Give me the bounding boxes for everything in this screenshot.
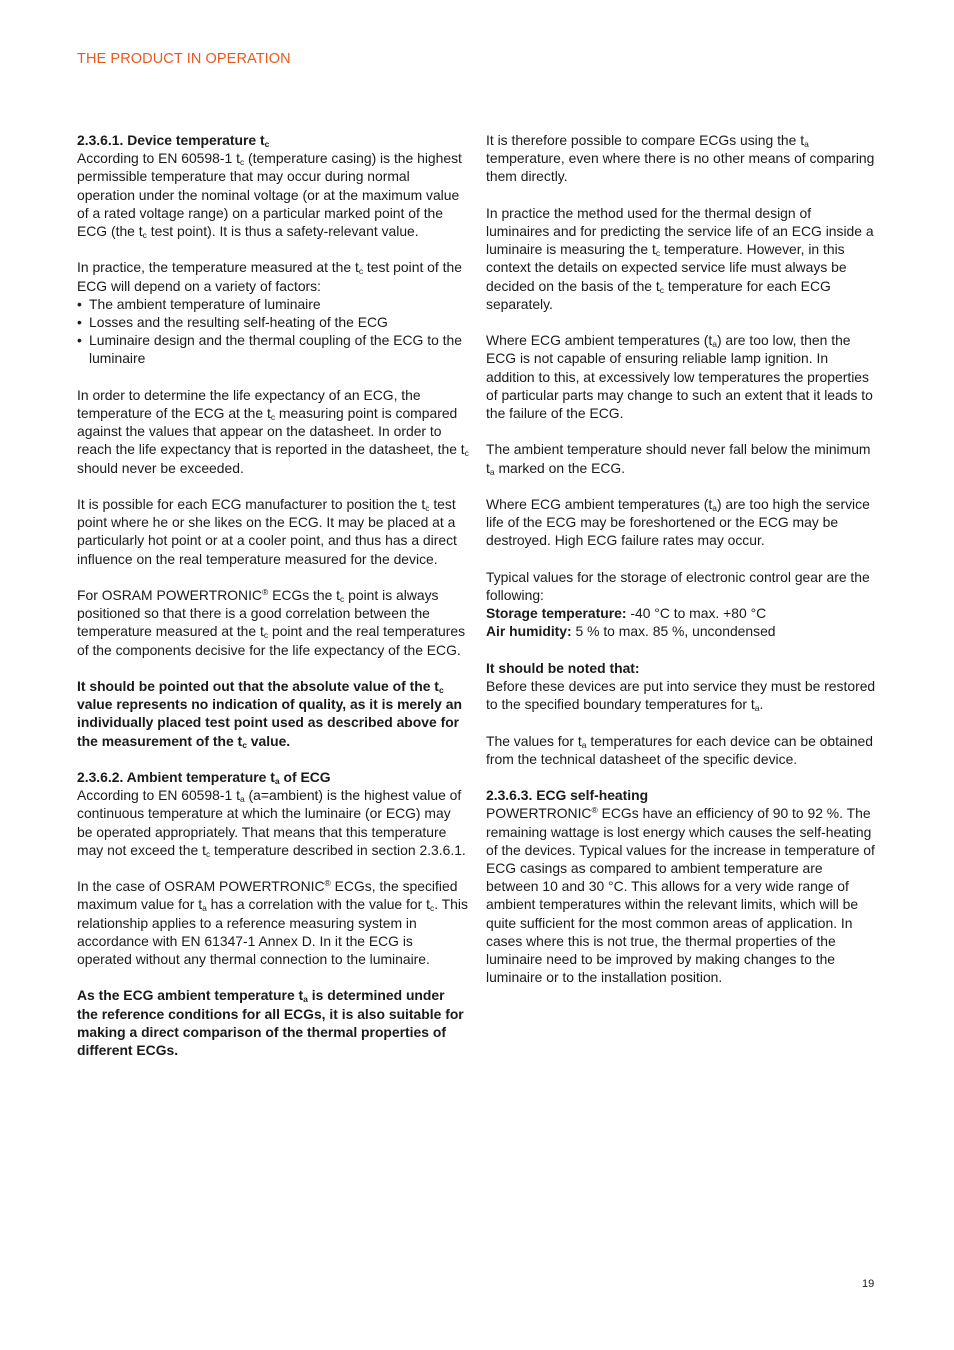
subscript: c [438, 685, 444, 696]
note-heading: It should be noted that: [486, 659, 640, 676]
text: temperature for each ECG separately. [486, 277, 831, 312]
text: temperature, even where there is no other means of comparing them directly. [486, 150, 875, 185]
value: 5 % to max. 85 %, uncondensed [571, 623, 776, 640]
text: ) are too high the service life of the ECG may be foreshortened or the ECG may be destroyed. High ECG failure rates may occur. [486, 496, 870, 549]
text: . This relationship applies to a reference measuring system in accordance with EN 61347-1 Annex D. In it the ECG is operated without any thermal connection to the luminaire. [77, 896, 468, 968]
text: According to EN 60598-1 t [77, 787, 240, 804]
text: In practice the method used for the thermal design of luminaires and for predicting the service life of an ECG inside a luminaire is measuring the t [486, 204, 874, 258]
subscript: a [239, 794, 245, 805]
text: temperature. However, in this context the details on expected service life must always be decided on the basis of the t [486, 241, 847, 294]
subscript: c [425, 503, 430, 514]
text: ECGs, the specified maximum value for t [77, 878, 458, 913]
label: Air humidity: [486, 623, 572, 640]
factor-list [77, 295, 469, 368]
paragraph [486, 495, 878, 550]
heading-text: 2.3.6.1. Device temperature t [77, 132, 265, 148]
subscript: c [340, 594, 345, 605]
heading-text: 2.3.6.2. Ambient temperature t [77, 769, 275, 786]
text: test point). It is thus a safety-relevant value. [146, 223, 419, 240]
paragraph [486, 677, 878, 713]
subscript: c [464, 448, 469, 459]
text: value. [246, 732, 291, 749]
subscript: c [270, 412, 276, 423]
heading-device-temperature [77, 131, 469, 149]
text: measuring point is compared against the values that appear on the datasheet. In order to reach the life expectancy that is reported in the datasheet, the t [77, 405, 465, 458]
subscript: a [489, 466, 495, 477]
subscript: a [804, 139, 809, 149]
section-title: THE PRODUCT IN OPERATION [77, 51, 291, 67]
text: Where ECG ambient temperatures (t [486, 496, 713, 512]
value: -40 °C to max. +80 °C [626, 605, 767, 622]
paragraph [77, 149, 469, 240]
text: For OSRAM POWERTRONIC [77, 587, 262, 604]
text: temperatures for each device can be obtained from the technical datasheet of the specific device. [486, 732, 873, 767]
text: value represents no indication of quality, as it is merely an individually placed test point used as described above for the measurement of the t [77, 696, 462, 749]
text: Before these devices are put into service they must be restored to the specified boundary temperatures for t [486, 678, 876, 713]
paragraph [486, 732, 878, 768]
text: Where ECG ambient temperatures (t [486, 332, 713, 349]
paragraph [77, 258, 469, 294]
subscript: a [303, 994, 308, 1005]
subscript: c [655, 248, 661, 259]
subscript: c [659, 284, 665, 295]
text: It is possible for each ECG manufacturer to position the t [77, 496, 426, 513]
list-item: • Luminaire design and the thermal coupling of the ECG to the luminaire [77, 331, 469, 367]
list-item: • The ambient temperature of luminaire [77, 295, 469, 313]
paragraph [486, 804, 878, 986]
text: ECGs the t [268, 587, 341, 604]
left-column [77, 131, 469, 1077]
text: has a correlation with the value for t [206, 896, 430, 913]
registered-mark: ® [261, 587, 269, 598]
subscript: c [142, 230, 147, 241]
heading-ambient-temperature [77, 768, 469, 786]
text: temperature described in section 2.3.6.1. [210, 841, 466, 858]
heading-ecg-self-heating: 2.3.6.3. ECG self-heating [486, 787, 649, 804]
label: Storage temperature: [486, 605, 627, 622]
bold-paragraph [77, 677, 469, 750]
paragraph: Typical values for the storage of electronic control gear are the following: [486, 568, 870, 603]
paragraph [486, 131, 878, 186]
paragraph [77, 386, 469, 477]
paragraph [486, 440, 878, 476]
text: (a=ambient) is the highest value of continuous temperature at which the luminaire (or ECG) may be operated appropriately. That means that this temperature may not exceed the t [77, 787, 462, 858]
paragraph [486, 204, 878, 313]
subscript: c [239, 157, 245, 168]
text: marked on the ECG. [494, 459, 626, 476]
text: ) are too low, then the ECG is not capable of ensuring reliable lamp ignition. In addition to this, at excessively low temperatures the properties of particular parts may change to such an extent that it leads to the failure of the ECG. [486, 332, 873, 422]
text: According to EN 60598-1 t [77, 150, 240, 167]
page-number: 19 [862, 1278, 875, 1290]
text: ECGs have an efficiency of 90 to 92 %. The remaining wattage is lost energy which causes the self-heating of the devices. Typical values for the increase in temperature of ECG casings as compared to ambient temperature are between 10 and 30 °C. This allows for a very wide range of ambient temperatures within the relevant limits, which will be quite sufficient for the most common areas of application. In cases where this is not true, the thermal properties of the luminaire need to be improved by making changes to the luminaire or to the installation position. [486, 805, 875, 986]
registered-mark: ® [591, 805, 598, 816]
text: test point of the ECG will depend on a variety of factors: [77, 259, 462, 294]
paragraph [77, 786, 469, 859]
subscript: a [712, 503, 717, 513]
subscript: c [263, 630, 269, 641]
air-humidity [486, 622, 878, 640]
text: POWERTRONIC [486, 805, 592, 822]
list-item: • Losses and the resulting self-heating of the ECG [77, 313, 469, 331]
paragraph [486, 331, 878, 422]
text: The values for t [486, 732, 582, 749]
subscript: c [264, 139, 270, 149]
storage-temperature [486, 604, 878, 622]
text: In practice, the temperature measured at the t [77, 259, 359, 276]
subscript: a [581, 739, 587, 750]
bold-paragraph [77, 986, 469, 1059]
text: should never be exceeded. [77, 459, 244, 476]
subscript: c [242, 739, 247, 750]
paragraph [77, 586, 469, 659]
subscript: a [712, 339, 717, 350]
text: The ambient temperature should never fall below the minimum t [486, 441, 871, 476]
subscript: c [358, 266, 364, 277]
subscript: a [754, 703, 760, 714]
text: (temperature casing) is the highest permissible temperature that may occur during normal operation under the nominal voltage (or at the maximum value of a rated voltage range) on a particular marked point of the ECG (the t [77, 150, 462, 240]
right-column [486, 131, 878, 1005]
subscript: c [205, 848, 211, 859]
text: In order to determine the life expectancy of an ECG, the temperature of the ECG at the t [77, 386, 421, 422]
registered-mark: ® [324, 878, 331, 889]
text: It should be pointed out that the absolute value of the t [77, 678, 439, 695]
subscript: a [274, 776, 280, 787]
text: . [759, 696, 764, 713]
text: test point where he or she likes on the ECG. It may be placed at a particularly hot point or at a cooler point, and thus has a direct influence on the real temperature measured for the device. [77, 496, 457, 567]
text: is determined under the reference conditions for all ECGs, it is also suitable for making a direct comparison of the thermal properties of different ECGs. [77, 987, 464, 1059]
paragraph [77, 877, 469, 968]
text: It is therefore possible to compare ECGs using the t [486, 132, 805, 148]
subscript: c [429, 903, 435, 914]
text: point is always positioned so that there is a good correlation between the temperature measured at the t [77, 587, 439, 640]
text: point and the real temperatures of the components decisive for the life expectancy of the ECG. [77, 623, 466, 658]
text: As the ECG ambient temperature t [77, 987, 304, 1004]
subscript: a [202, 903, 207, 914]
paragraph [77, 495, 469, 568]
text: In the case of OSRAM POWERTRONIC [77, 878, 325, 895]
heading-text: of ECG [279, 769, 331, 786]
